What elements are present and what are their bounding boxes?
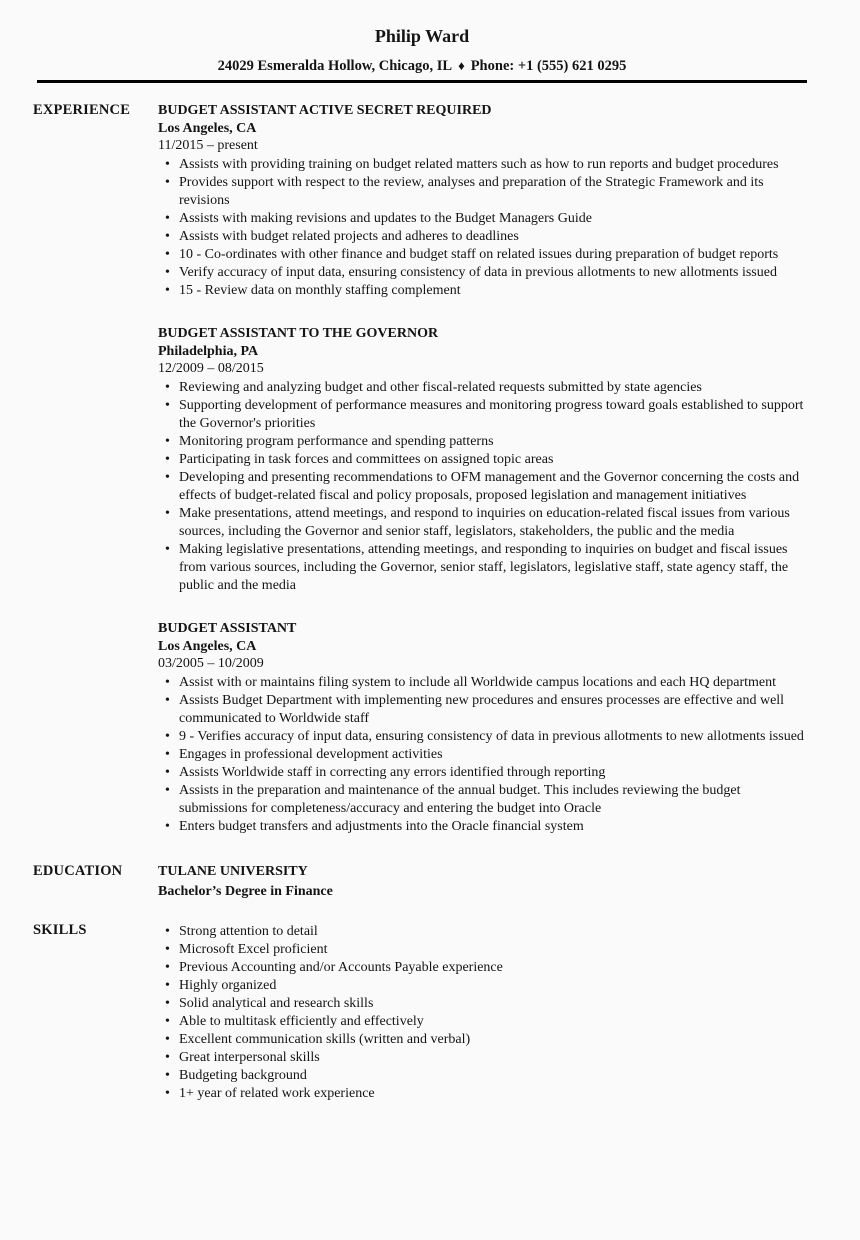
job-bullet-list [158, 156, 810, 300]
job-bullet: • Verify accuracy of input data, ensuring consistency of data in previous allotments to new allotments issued [158, 264, 810, 282]
job-bullet: • Assists with providing training on budget related matters such as how to run reports and budget procedures [158, 156, 810, 174]
education-section [0, 862, 860, 901]
job-bullet: • Assists with budget related projects and adheres to deadlines [158, 228, 810, 246]
job-bullet: • Making legislative presentations, attending meetings, and responding to inquiries on budget and fiscal issues from various sources, including the Governor, senior staff, legislators, legislative staff, state agency staff, the public and the media [158, 541, 810, 595]
experience-section [0, 101, 860, 836]
section-label-skills: SKILLS [33, 922, 87, 938]
job-bullet: • Participating in task forces and committees on assigned topic areas [158, 451, 810, 469]
job-bullet: • Supporting development of performance measures and monitoring progress toward goals established to support the Governor's priorities [158, 397, 810, 433]
job-bullet: • 10 - Co-ordinates with other finance and budget staff on related issues during preparation of budget reports [158, 246, 810, 264]
job-location: Los Angeles, CA [158, 639, 257, 654]
contact-address: 24029 Esmeralda Hollow, Chicago, IL [217, 58, 453, 74]
skill-item: • 1+ year of related work experience [158, 1085, 810, 1103]
job-bullet-list [158, 379, 810, 595]
contact-line [37, 57, 807, 75]
skill-item: • Able to multitask efficiently and effectively [158, 1013, 810, 1031]
job-bullet: • Assists in the preparation and maintenance of the annual budget. This includes reviewing the budget submissions for completeness/accuracy and entering the budget into Oracle [158, 782, 810, 818]
skill-item: • Strong attention to detail [158, 923, 810, 941]
job-bullet: • Developing and presenting recommendations to OFM management and the Governor concerning the costs and effects of budget-related fiscal and policy proposals, proposed legislation and management initiatives [158, 469, 810, 505]
job-bullet: • Reviewing and analyzing budget and other fiscal-related requests submitted by state agencies [158, 379, 810, 397]
job-dates: 03/2005 – 10/2009 [158, 656, 264, 671]
header-divider [37, 80, 807, 83]
job-bullet: • 9 - Verifies accuracy of input data, ensuring consistency of data in previous allotments to new allotments issued [158, 728, 810, 746]
skill-item: • Excellent communication skills (written and verbal) [158, 1031, 810, 1049]
section-label-experience: EXPERIENCE [33, 102, 131, 118]
job-title: BUDGET ASSISTANT TO THE GOVERNOR [158, 326, 439, 341]
job-dates: 11/2015 – present [158, 138, 258, 153]
job-bullet: • 15 - Review data on monthly staffing complement [158, 282, 810, 300]
skill-item: • Great interpersonal skills [158, 1049, 810, 1067]
job-title: BUDGET ASSISTANT [158, 621, 297, 636]
job-bullet: • Make presentations, attend meetings, and respond to inquiries on education-related fiscal issues from various sources, including the Governor and senior staff, legislators, stakeholders, the public and the media [158, 505, 810, 541]
skill-item: • Budgeting background [158, 1067, 810, 1085]
education-school: TULANE UNIVERSITY [158, 864, 308, 879]
section-label-education: EDUCATION [33, 863, 123, 879]
job-bullet: • Engages in professional development activities [158, 746, 810, 764]
job-entry-1 [158, 101, 810, 300]
job-dates: 12/2009 – 08/2015 [158, 361, 264, 376]
job-entry-2 [158, 324, 810, 595]
education-degree: Bachelor’s Degree in Finance [158, 884, 333, 899]
job-location: Philadelphia, PA [158, 344, 259, 359]
skill-item: • Highly organized [158, 977, 810, 995]
skill-item: • Previous Accounting and/or Accounts Payable experience [158, 959, 810, 977]
skills-body [158, 921, 810, 1103]
contact-phone: Phone: +1 (555) 621 0295 [470, 58, 627, 74]
skills-list [158, 923, 810, 1103]
skills-section [0, 921, 860, 1103]
experience-body [158, 101, 810, 836]
education-body [158, 862, 810, 901]
skill-item: • Solid analytical and research skills [158, 995, 810, 1013]
job-entry-3 [158, 619, 810, 836]
job-bullet: • Assist with or maintains filing system to include all Worldwide campus locations and each HQ department [158, 674, 810, 692]
job-location: Los Angeles, CA [158, 121, 257, 136]
job-bullet: • Enters budget transfers and adjustments into the Oracle financial system [158, 818, 810, 836]
job-title: BUDGET ASSISTANT ACTIVE SECRET REQUIRED [158, 103, 492, 118]
candidate-name: Philip Ward [374, 26, 470, 46]
job-bullet: • Assists Budget Department with implementing new procedures and ensures processes are effective and well communicated to Worldwide staff [158, 692, 810, 728]
job-bullet: • Monitoring program performance and spending patterns [158, 433, 810, 451]
job-bullet: • Assists with making revisions and updates to the Budget Managers Guide [158, 210, 810, 228]
diamond-separator-icon: ♦ [458, 58, 465, 73]
job-bullet: • Provides support with respect to the review, analyses and preparation of the Strategic Framework and its revisions [158, 174, 810, 210]
job-bullet-list [158, 674, 810, 836]
resume-header [37, 0, 807, 83]
skill-item: • Microsoft Excel proficient [158, 941, 810, 959]
job-bullet: • Assists Worldwide staff in correcting any errors identified through reporting [158, 764, 810, 782]
